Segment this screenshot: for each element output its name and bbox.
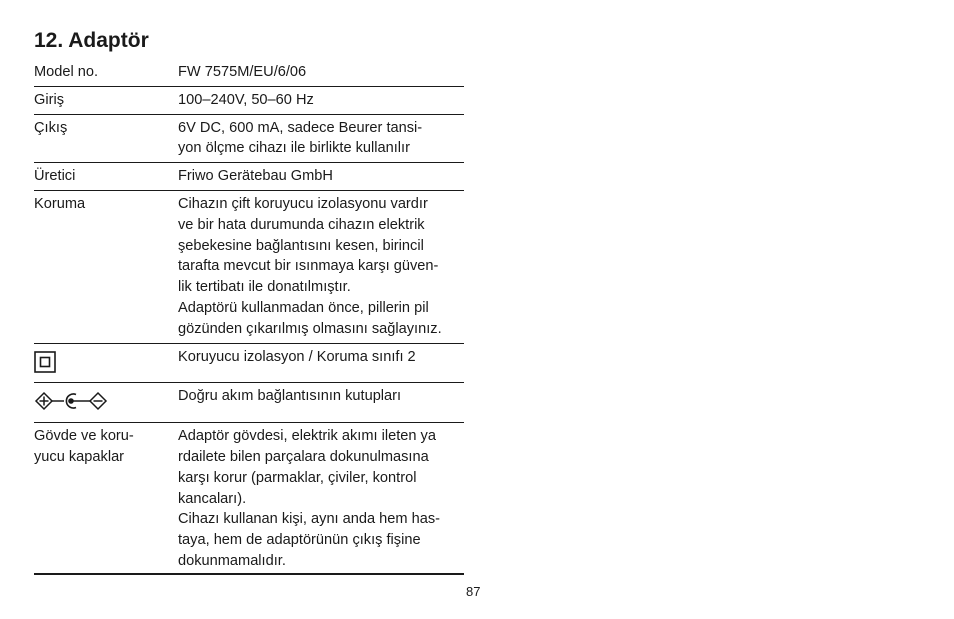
spec-row-input bbox=[34, 86, 464, 114]
spec-row-polarity bbox=[34, 383, 464, 423]
double-insulation-icon bbox=[34, 351, 56, 380]
spec-row-housing bbox=[34, 423, 464, 574]
spec-symbol-cell bbox=[34, 343, 178, 383]
spec-label: Koruma bbox=[34, 190, 178, 343]
spec-value: Adaptör gövdesi, elektrik akımı ileten ya rdailete bilen parçalara dokunulmasına karşı korur (parmaklar, çiviler, kontrol kancaları). Cihazı kullanan kişi, aynı anda hem has- taya, hem de adaptörünün çıkış fişine dokunmamalıdır. bbox=[178, 423, 464, 574]
spec-row-output bbox=[34, 114, 464, 163]
page-number: 87 bbox=[466, 584, 481, 599]
spec-row-protection bbox=[34, 190, 464, 343]
section-title: 12. Adaptör bbox=[34, 29, 149, 52]
spec-value: Cihazın çift koruyucu izolasyonu vardır ve bir hata durumunda cihazın elektrik şebekesine bağlantısını kesen, birincil tarafta mevcut bir ısınmaya karşı güven- lik tertibatı ile donatılmıştır. Adaptörü kullanmadan önce, pillerin pil gözünden çıkarılmış olmasını sağlayınız. bbox=[178, 190, 464, 343]
spec-value: Koruyucu izolasyon / Koruma sınıfı 2 bbox=[178, 343, 464, 383]
spec-label: Gövde ve koru- yucu kapaklar bbox=[34, 423, 178, 574]
spec-row-double-insulation bbox=[34, 343, 464, 383]
spec-value: 6V DC, 600 mA, sadece Beurer tansi- yon ölçme cihazı ile birlikte kullanılır bbox=[178, 114, 464, 163]
spec-value: Doğru akım bağlantısının kutupları bbox=[178, 383, 464, 423]
spec-value: 100–240V, 50–60 Hz bbox=[178, 86, 464, 114]
spec-label: Model no. bbox=[34, 64, 99, 80]
spec-symbol-cell bbox=[34, 383, 178, 423]
spec-value: FW 7575M/EU/6/06 bbox=[178, 64, 307, 80]
spec-row-manufacturer bbox=[34, 163, 464, 191]
spec-label: Giriş bbox=[34, 86, 178, 114]
spec-value: Friwo Gerätebau GmbH bbox=[178, 163, 464, 191]
spec-label: Üretici bbox=[34, 163, 178, 191]
spec-label: Çıkış bbox=[34, 114, 178, 163]
adapter-spec-table bbox=[34, 59, 464, 575]
adapter-section bbox=[34, 27, 464, 575]
dc-polarity-icon bbox=[34, 390, 108, 419]
spec-row-model bbox=[34, 59, 464, 86]
